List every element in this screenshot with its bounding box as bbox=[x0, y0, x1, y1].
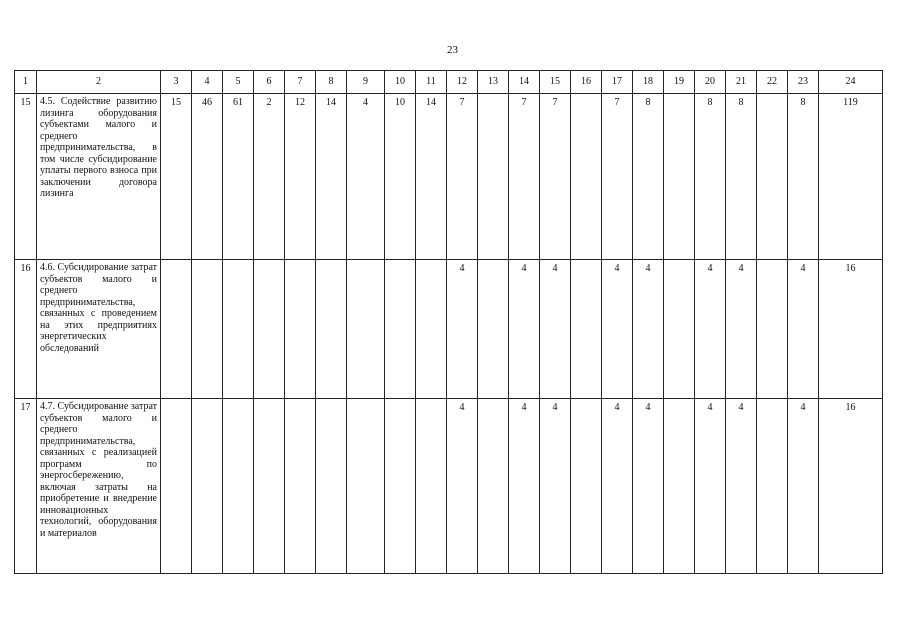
value-cell: 15 bbox=[161, 94, 192, 260]
header-cell: 22 bbox=[757, 71, 788, 94]
value-cell: 4 bbox=[447, 260, 478, 399]
value-cell: 4 bbox=[540, 399, 571, 574]
value-cell bbox=[571, 94, 602, 260]
value-cell bbox=[161, 260, 192, 399]
row-description: 4.6. Субсидирование затрат субъектов малого и среднего предпринимательства, связанных с проведением на этих предприятиях энергетических обследований bbox=[37, 260, 161, 399]
value-cell: 16 bbox=[819, 399, 883, 574]
value-cell: 7 bbox=[509, 94, 540, 260]
header-cell: 4 bbox=[192, 71, 223, 94]
value-cell: 7 bbox=[447, 94, 478, 260]
header-cell: 7 bbox=[285, 71, 316, 94]
value-cell: 8 bbox=[726, 94, 757, 260]
row-number: 16 bbox=[15, 260, 37, 399]
value-cell bbox=[192, 399, 223, 574]
value-cell: 61 bbox=[223, 94, 254, 260]
header-cell: 13 bbox=[478, 71, 509, 94]
table-row bbox=[15, 399, 883, 574]
value-cell: 4 bbox=[347, 94, 385, 260]
header-cell: 21 bbox=[726, 71, 757, 94]
header-cell: 1 bbox=[15, 71, 37, 94]
value-cell: 4 bbox=[447, 399, 478, 574]
value-cell bbox=[664, 260, 695, 399]
value-cell: 10 bbox=[385, 94, 416, 260]
value-cell: 16 bbox=[819, 260, 883, 399]
header-cell: 16 bbox=[571, 71, 602, 94]
value-cell bbox=[223, 260, 254, 399]
value-cell bbox=[385, 260, 416, 399]
value-cell: 7 bbox=[602, 94, 633, 260]
row-description: 4.5. Содействие развитию лизинга оборудования субъектами малого и среднего предпринимательства, в том числе субсидирование уплаты первого взноса при заключении договора лизинга bbox=[37, 94, 161, 260]
value-cell: 4 bbox=[788, 399, 819, 574]
value-cell: 119 bbox=[819, 94, 883, 260]
header-cell: 17 bbox=[602, 71, 633, 94]
header-cell: 24 bbox=[819, 71, 883, 94]
value-cell bbox=[664, 399, 695, 574]
value-cell: 14 bbox=[416, 94, 447, 260]
header-cell: 2 bbox=[37, 71, 161, 94]
value-cell bbox=[416, 399, 447, 574]
value-cell: 4 bbox=[509, 399, 540, 574]
value-cell bbox=[316, 260, 347, 399]
value-cell: 4 bbox=[726, 260, 757, 399]
value-cell bbox=[571, 260, 602, 399]
value-cell: 7 bbox=[540, 94, 571, 260]
value-cell bbox=[385, 399, 416, 574]
value-cell bbox=[347, 260, 385, 399]
value-cell bbox=[571, 399, 602, 574]
value-cell bbox=[757, 94, 788, 260]
header-cell: 18 bbox=[633, 71, 664, 94]
value-cell bbox=[161, 399, 192, 574]
table-row bbox=[15, 260, 883, 399]
header-cell: 23 bbox=[788, 71, 819, 94]
value-cell bbox=[478, 94, 509, 260]
value-cell: 4 bbox=[633, 260, 664, 399]
header-row bbox=[15, 71, 883, 94]
header-cell: 5 bbox=[223, 71, 254, 94]
value-cell: 8 bbox=[788, 94, 819, 260]
header-cell: 19 bbox=[664, 71, 695, 94]
header-cell: 20 bbox=[695, 71, 726, 94]
header-cell: 11 bbox=[416, 71, 447, 94]
value-cell: 4 bbox=[788, 260, 819, 399]
table-row bbox=[15, 94, 883, 260]
value-cell bbox=[285, 260, 316, 399]
value-cell: 4 bbox=[540, 260, 571, 399]
value-cell bbox=[478, 399, 509, 574]
value-cell bbox=[757, 260, 788, 399]
value-cell: 46 bbox=[192, 94, 223, 260]
value-cell: 4 bbox=[695, 260, 726, 399]
value-cell bbox=[757, 399, 788, 574]
value-cell: 8 bbox=[695, 94, 726, 260]
value-cell: 14 bbox=[316, 94, 347, 260]
value-cell bbox=[192, 260, 223, 399]
header-cell: 6 bbox=[254, 71, 285, 94]
header-cell: 12 bbox=[447, 71, 478, 94]
budget-table bbox=[14, 70, 883, 574]
value-cell bbox=[316, 399, 347, 574]
header-cell: 9 bbox=[347, 71, 385, 94]
value-cell: 4 bbox=[695, 399, 726, 574]
value-cell bbox=[223, 399, 254, 574]
page-number: 23 bbox=[447, 44, 458, 56]
value-cell bbox=[416, 260, 447, 399]
value-cell bbox=[254, 260, 285, 399]
value-cell bbox=[347, 399, 385, 574]
value-cell: 2 bbox=[254, 94, 285, 260]
value-cell bbox=[254, 399, 285, 574]
value-cell: 4 bbox=[633, 399, 664, 574]
value-cell: 12 bbox=[285, 94, 316, 260]
value-cell: 4 bbox=[726, 399, 757, 574]
value-cell bbox=[478, 260, 509, 399]
row-description: 4.7. Субсидирование затрат субъектов малого и среднего предпринимательства, связанных с реализацией программ по энергосбережению, включая затраты на приобретение и внедрение инновационных технологий, оборудования и материалов bbox=[37, 399, 161, 574]
header-cell: 15 bbox=[540, 71, 571, 94]
value-cell: 4 bbox=[602, 260, 633, 399]
header-cell: 3 bbox=[161, 71, 192, 94]
value-cell: 4 bbox=[509, 260, 540, 399]
row-number: 17 bbox=[15, 399, 37, 574]
header-cell: 10 bbox=[385, 71, 416, 94]
header-cell: 14 bbox=[509, 71, 540, 94]
value-cell bbox=[285, 399, 316, 574]
header-cell: 8 bbox=[316, 71, 347, 94]
row-number: 15 bbox=[15, 94, 37, 260]
value-cell bbox=[664, 94, 695, 260]
value-cell: 8 bbox=[633, 94, 664, 260]
value-cell: 4 bbox=[602, 399, 633, 574]
